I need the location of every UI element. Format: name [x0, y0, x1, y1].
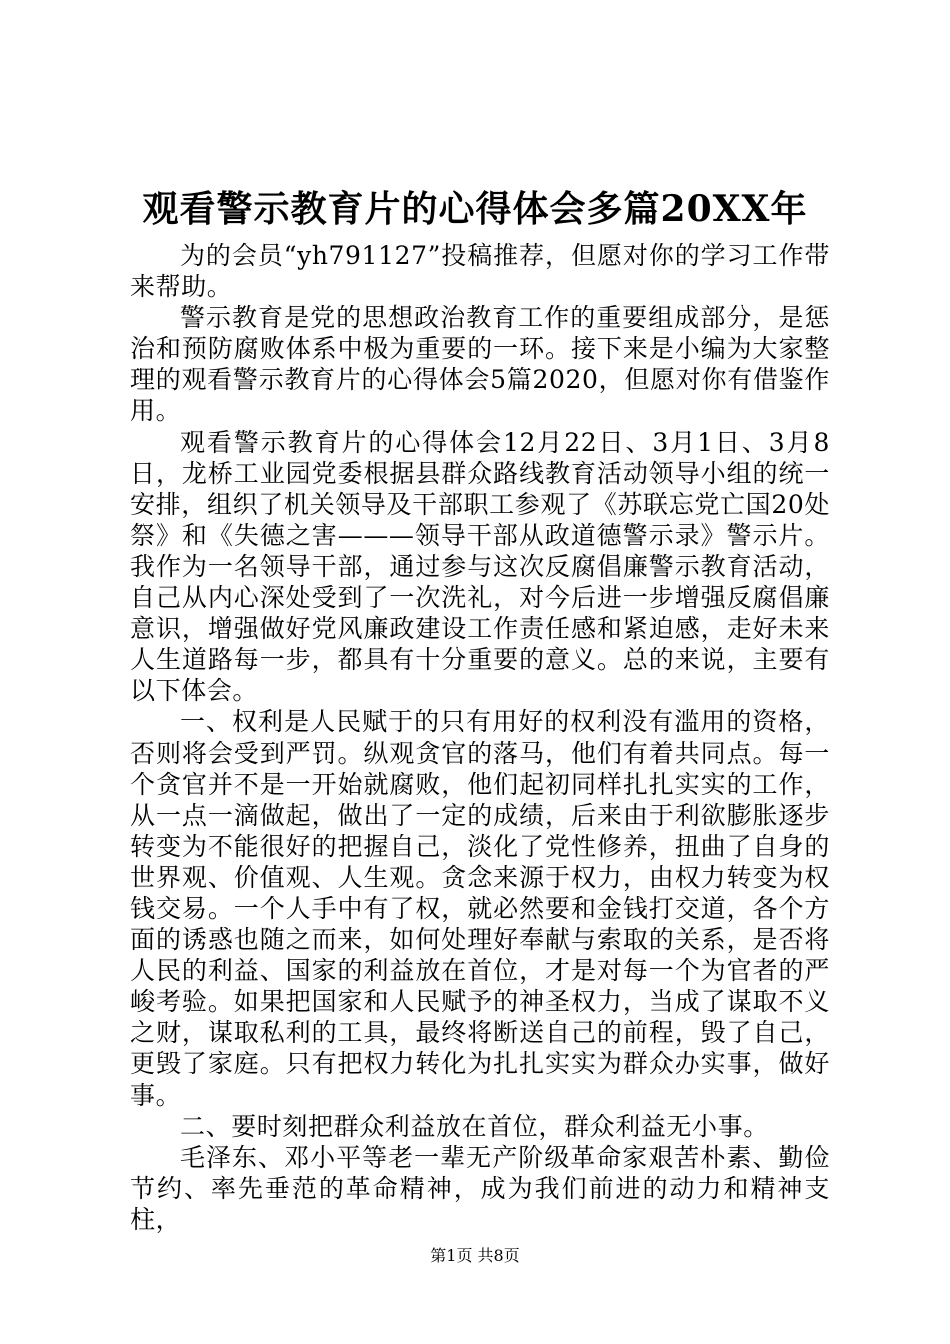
paragraph: 警示教育是党的思想政治教育工作的重要组成部分，是惩治和预防腐败体系中极为重要的一环。接下来是小编为大家整理的观看警示教育片的心得体会5篇2020，但愿对你有借鉴作用。: [130, 303, 830, 426]
document-body: [130, 240, 830, 1235]
paragraph: 为的会员“yh791127”投稿推荐，但愿对你的学习工作带来帮助。: [130, 241, 830, 302]
document-title: 观看警示教育片的心得体会多篇20XX年: [142, 188, 808, 230]
paragraph: 一、权利是人民赋于的只有用好的权利没有滥用的资格，否则将会受到严罚。纵观贪官的落马，他们有着共同点。每一个贪官并不是一开始就腐败，他们起初同样扎扎实实的工作，从一点一滴做起，做出了一定的成绩，后来由于利欲膨胀逐步转变为不能很好的把握自己，淡化了党性修养，扭曲了自身的世界观、价值观、人生观。贪念来源于权力，由权力转变为权钱交易。一个人手中有了权，就必然要和金钱打交道，各个方面的诱惑也随之而来，如何处理好奉献与索取的关系，是否将人民的利益、国家的利益放在首位，才是对每一个为官者的严峻考验。如果把国家和人民赋予的神圣权力，当成了谋取不义之财，谋取私利的工具，最终将断送自己的前程，毁了自己，更毁了家庭。只有把权力转化为扎扎实实为群众办实事，做好事。: [130, 707, 830, 1110]
page-number-footer: 第1页 共8页: [430, 1246, 520, 1265]
paragraph: 观看警示教育片的心得体会12月22日、3月1日、3月8日，龙桥工业园党委根据县群众路线教育活动领导小组的统一安排，组织了机关领导及干部职工参观了《苏联忘党亡国20处祭》和《失德之害———领导干部从政道德警示录》警示片。我作为一名领导干部，通过参与这次反腐倡廉警示教育活动，自己从内心深处受到了一次洗礼，对今后进一步增强反腐倡廉意识，增强做好党风廉政建设工作责任感和紧迫感，走好未来人生道路每一步，都具有十分重要的意义。总的来说，主要有以下体会。: [130, 427, 830, 706]
paragraph: 二、要时刻把群众利益放在首位，群众利益无小事。: [180, 1111, 769, 1141]
paragraph: 毛泽东、邓小平等老一辈无产阶级革命家艰苦朴素、勤俭节约、率先垂范的革命精神，成为我们前进的动力和精神支柱，: [130, 1142, 830, 1234]
